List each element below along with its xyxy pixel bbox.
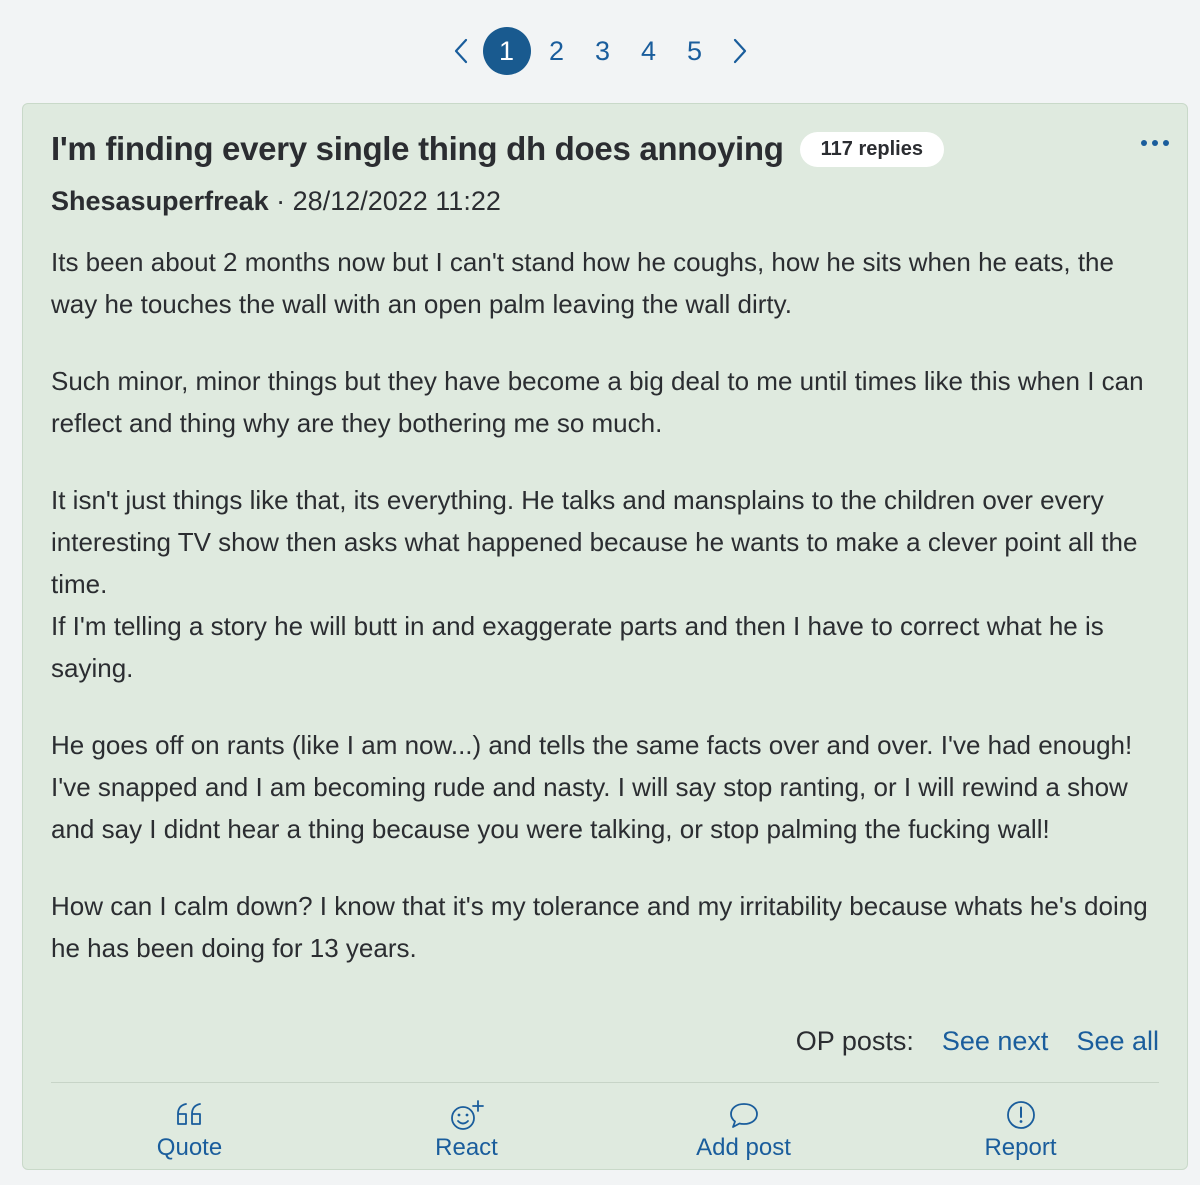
post-paragraph: How can I calm down? I know that it's my tolerance and my irritability because whats he's doing he has been doing for 13 years. — [51, 891, 1148, 963]
post-paragraph: It isn't just things like that, its everything. He talks and mansplains to the children over every interesting TV show then asks what happened because he wants to make a clever point all the time. If I'm telling a story he will butt in and exaggerate parts and then I have to correct what he is saying. — [51, 485, 1138, 683]
report-label: Report — [984, 1134, 1057, 1161]
replies-badge: 117 replies — [800, 132, 944, 167]
quote-icon — [175, 1098, 205, 1132]
quote-button[interactable] — [51, 1098, 328, 1164]
meta-separator: · — [276, 186, 286, 216]
page-3-button[interactable]: 3 — [594, 35, 611, 66]
page-5-button[interactable]: 5 — [686, 35, 703, 66]
more-dot-icon — [1152, 140, 1158, 146]
react-smiley-icon — [449, 1098, 485, 1132]
author-name[interactable]: Shesasuperfreak — [51, 186, 269, 216]
post-paragraph: He goes off on rants (like I am now...) and tells the same facts over and over. I've had enough! I've snapped and I am becoming rude and nasty. I will say stop ranting, or I will rewind a show and say I didnt hear a thing because you were talking, or stop palming the fucking wall! — [51, 730, 1133, 844]
react-label: React — [435, 1134, 498, 1161]
post-meta — [51, 186, 501, 217]
see-next-link[interactable]: See next — [941, 1026, 1049, 1056]
page-2-button[interactable]: 2 — [548, 35, 565, 66]
react-button[interactable] — [328, 1098, 605, 1164]
chevron-left-icon — [453, 38, 469, 64]
prev-page-button[interactable] — [439, 26, 483, 76]
next-page-button[interactable] — [718, 26, 762, 76]
post-header — [51, 126, 1167, 172]
more-dot-icon — [1163, 140, 1169, 146]
pagination — [0, 26, 1200, 76]
post-paragraph: Its been about 2 months now but I can't stand how he coughs, how he sits when he eats, the way he touches the wall with an open palm leaving the wall dirty. — [51, 247, 1114, 319]
more-dot-icon — [1141, 140, 1147, 146]
thread-title[interactable]: I'm finding every single thing dh does annoying — [51, 130, 784, 167]
alert-circle-icon — [1005, 1098, 1037, 1132]
report-button[interactable] — [882, 1098, 1159, 1164]
post-paragraph: Such minor, minor things but they have become a big deal to me until times like this when I can reflect and thing why are they bothering me so much. — [51, 366, 1144, 438]
more-options-button[interactable] — [1141, 140, 1169, 146]
page-4-button[interactable]: 4 — [640, 35, 657, 66]
op-posts-label: OP posts: — [795, 1026, 914, 1056]
speech-bubble-icon — [728, 1098, 760, 1132]
see-all-link[interactable]: See all — [1076, 1026, 1159, 1056]
actions-divider — [51, 1082, 1159, 1083]
add-post-label: Add post — [696, 1134, 791, 1161]
page-1-button[interactable]: 1 — [483, 27, 531, 75]
add-post-button[interactable] — [605, 1098, 882, 1164]
post-timestamp: 28/12/2022 11:22 — [292, 186, 501, 216]
original-post — [22, 103, 1188, 1170]
op-posts-nav — [796, 1026, 1159, 1057]
post-actions — [51, 1098, 1159, 1164]
post-body — [51, 241, 1161, 1004]
chevron-right-icon — [732, 38, 748, 64]
quote-label: Quote — [156, 1134, 223, 1161]
